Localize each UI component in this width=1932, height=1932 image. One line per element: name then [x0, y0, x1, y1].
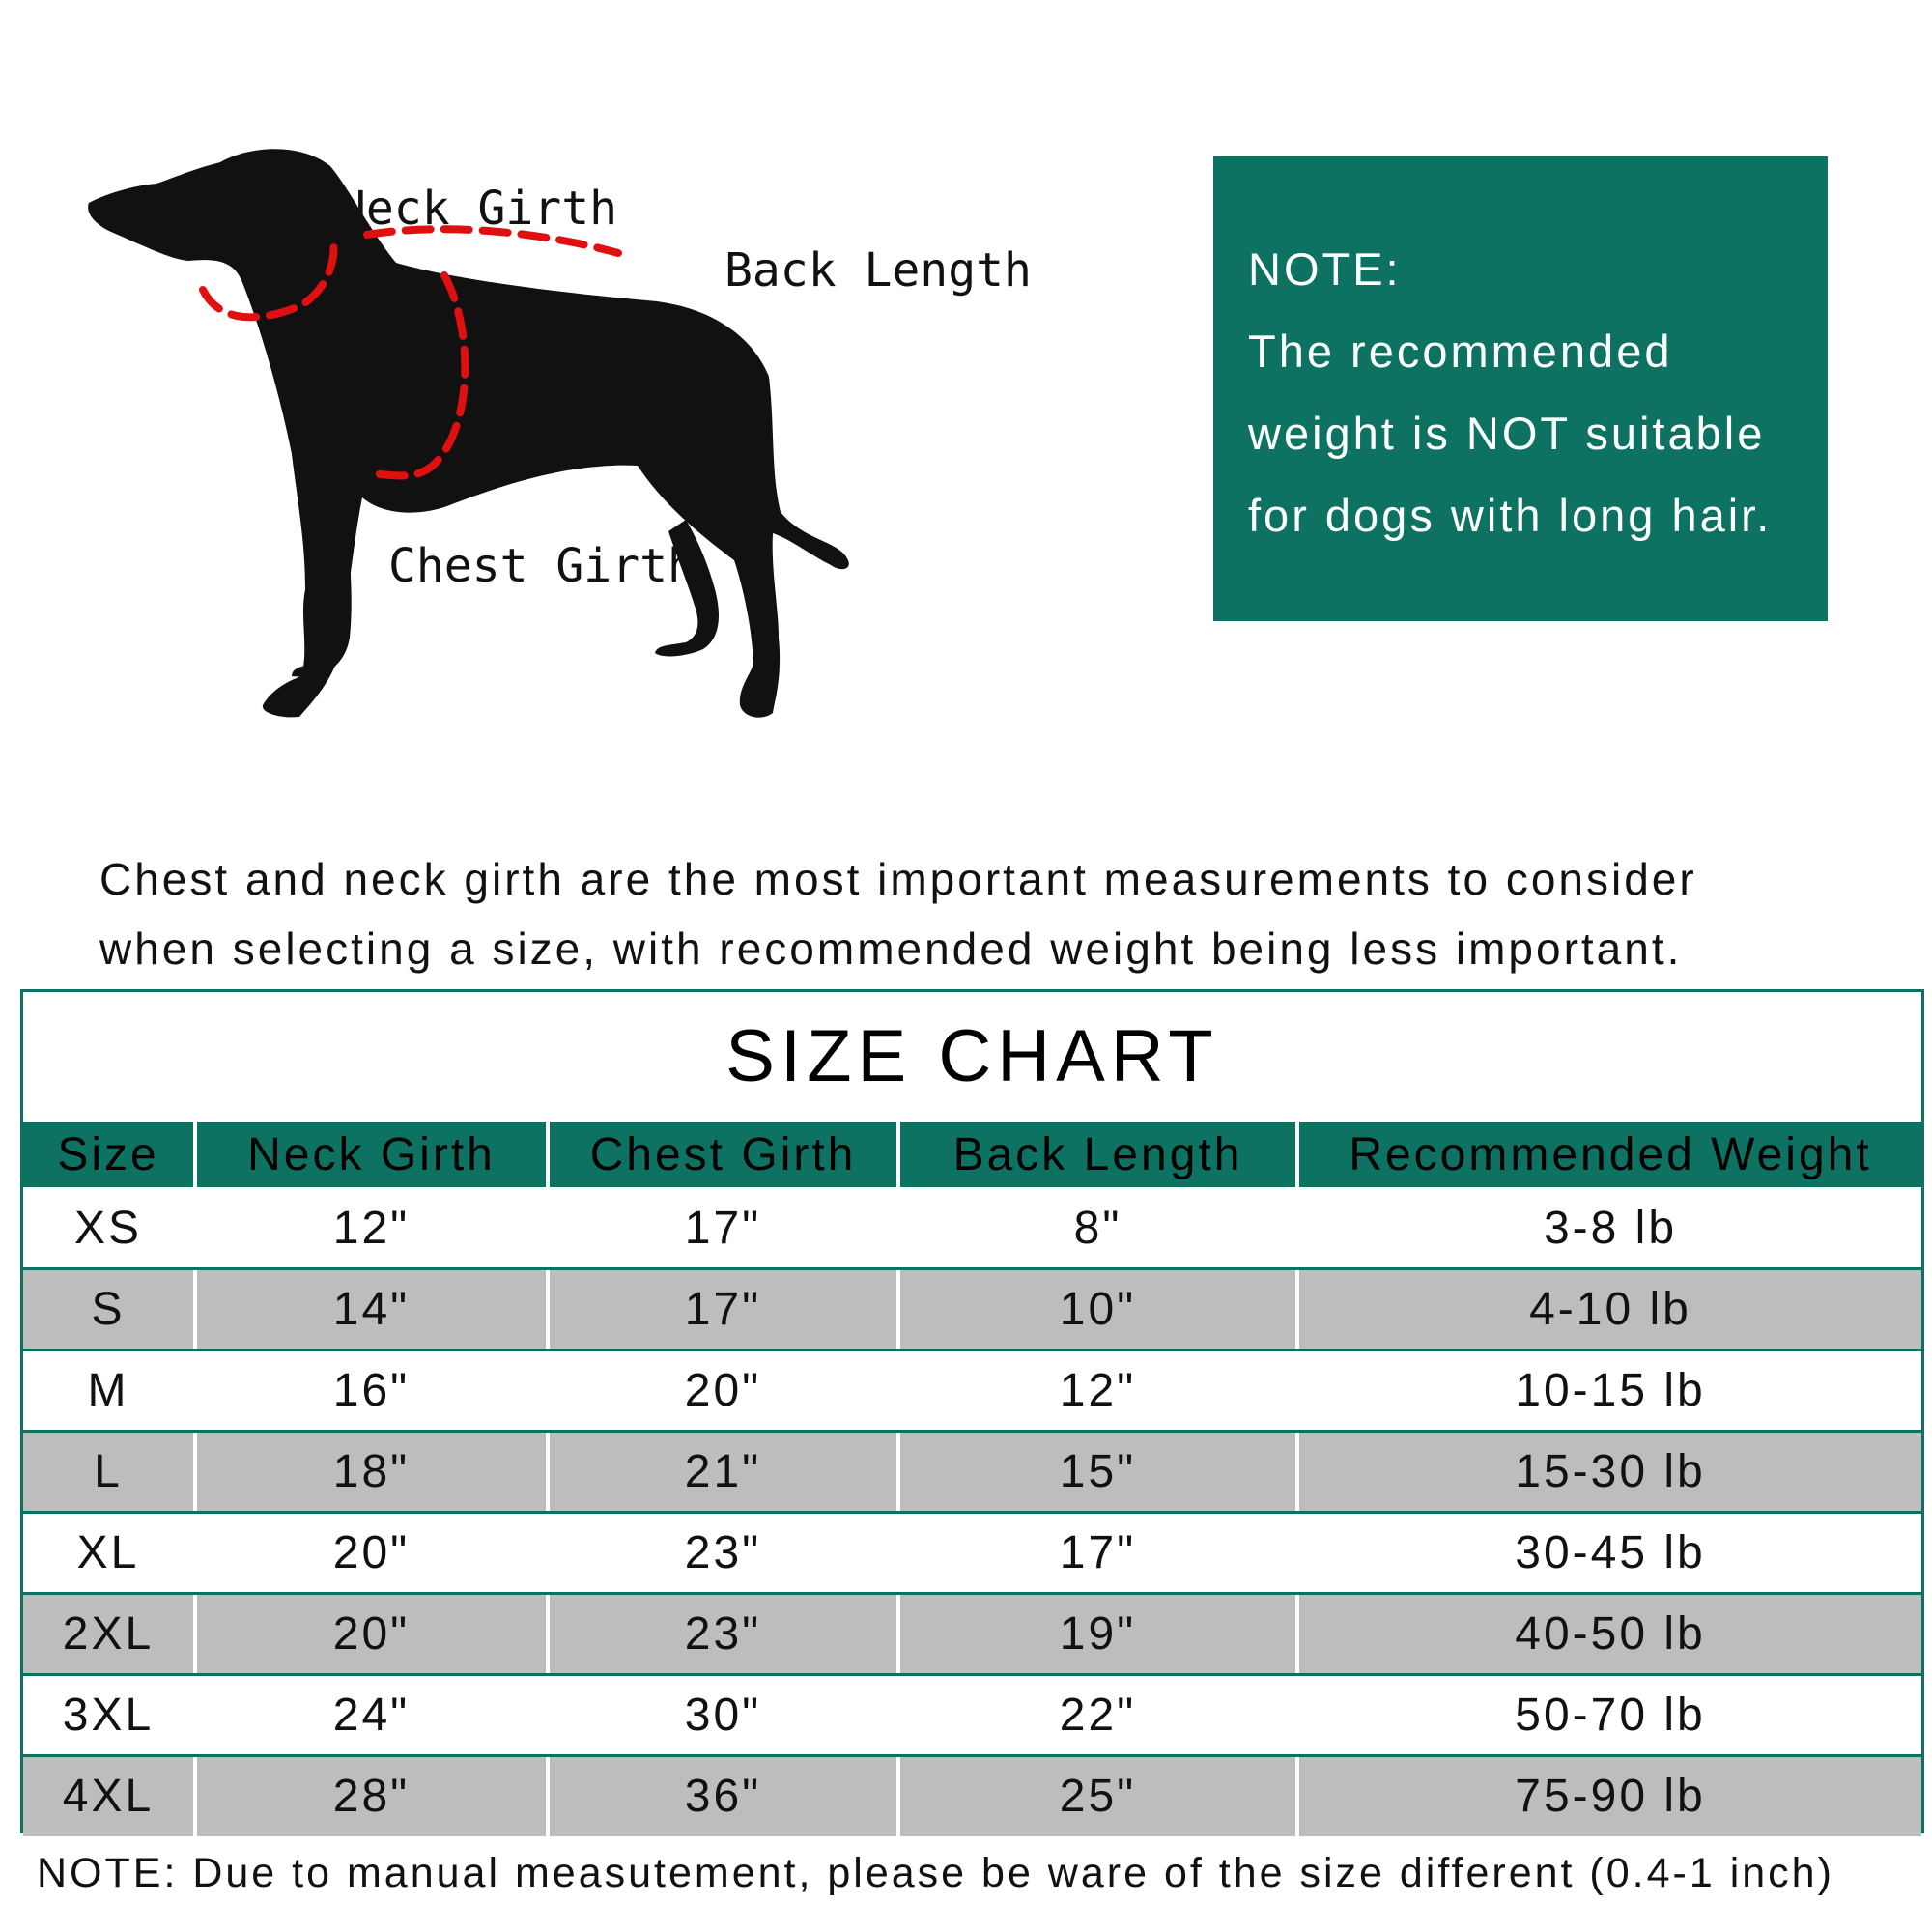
value-cell: 40-50 lb: [1295, 1593, 1921, 1674]
value-cell: 17": [546, 1187, 896, 1268]
size-cell: L: [94, 1445, 123, 1497]
value-cell: 23": [546, 1593, 896, 1674]
value-cell: 3-8 lb: [1295, 1187, 1921, 1268]
value-cell: 15": [896, 1431, 1295, 1512]
dog-measurement-diagram: [77, 135, 1063, 734]
value-cell: 28": [193, 1755, 546, 1836]
table-row: [23, 1431, 1921, 1512]
size-cell: 3XL: [62, 1689, 155, 1741]
chest-girth-label: Chest Girth: [388, 539, 696, 593]
value-cell: 20": [193, 1512, 546, 1593]
note-line: for dogs with long hair.: [1248, 490, 1773, 541]
back-length-label: Back Length: [724, 243, 1032, 298]
chart-title: SIZE CHART: [725, 1015, 1219, 1097]
table-header-row: [23, 1122, 1921, 1187]
value-cell: 10-15 lb: [1295, 1350, 1921, 1431]
column-header: Recommended Weight: [1295, 1122, 1921, 1187]
neck-girth-label: Neck Girth: [338, 182, 617, 236]
table-row: [23, 1755, 1921, 1836]
size-cell: 4XL: [62, 1770, 155, 1822]
row-divider: [23, 1673, 1921, 1676]
value-cell: 75-90 lb: [1295, 1755, 1921, 1836]
value-cell: 17": [546, 1268, 896, 1350]
value-cell: 36": [546, 1755, 896, 1836]
value-cell: 10": [896, 1268, 1295, 1350]
column-header: Size: [57, 1128, 159, 1180]
value-cell: 20": [546, 1350, 896, 1431]
footer-note: NOTE: Due to manual measutement, please be ware of the size different (0.4-1 inch): [37, 1850, 1834, 1896]
note-line: weight is NOT suitable: [1248, 408, 1766, 459]
table-row: [23, 1593, 1921, 1674]
value-cell: 20": [193, 1593, 546, 1674]
value-cell: 4-10 lb: [1295, 1268, 1921, 1350]
row-divider: [23, 1511, 1921, 1514]
note-line: NOTE:: [1248, 243, 1402, 295]
table-row: [23, 1350, 1921, 1431]
value-cell: 15-30 lb: [1295, 1431, 1921, 1512]
value-cell: 30": [546, 1674, 896, 1755]
intro-text: [99, 844, 1916, 983]
size-cell: XL: [76, 1526, 140, 1578]
row-divider: [23, 1267, 1921, 1270]
value-cell: 22": [896, 1674, 1295, 1755]
table-row: [23, 1268, 1921, 1350]
value-cell: 17": [896, 1512, 1295, 1593]
note-line: The recommended: [1248, 326, 1673, 377]
intro-line: Chest and neck girth are the most important measurements to consider: [99, 854, 1697, 904]
column-header: Back Length: [896, 1122, 1295, 1187]
value-cell: 12": [896, 1350, 1295, 1431]
table-row: [23, 1512, 1921, 1593]
value-cell: 24": [193, 1674, 546, 1755]
value-cell: 18": [193, 1431, 546, 1512]
intro-line: when selecting a size, with recommended weight being less important.: [99, 923, 1683, 974]
value-cell: 25": [896, 1755, 1295, 1836]
row-divider: [23, 1430, 1921, 1433]
table-row: [23, 1187, 1921, 1268]
size-chart-table: [20, 989, 1924, 1833]
size-cell: 2XL: [62, 1607, 155, 1660]
row-divider: [23, 1592, 1921, 1595]
column-header: Chest Girth: [546, 1122, 896, 1187]
value-cell: 16": [193, 1350, 546, 1431]
value-cell: 23": [546, 1512, 896, 1593]
value-cell: 8": [896, 1187, 1295, 1268]
value-cell: 14": [193, 1268, 546, 1350]
value-cell: 12": [193, 1187, 546, 1268]
table-row: [23, 1674, 1921, 1755]
note-box: [1213, 156, 1828, 621]
size-cell: S: [91, 1283, 126, 1335]
value-cell: 21": [546, 1431, 896, 1512]
value-cell: 50-70 lb: [1295, 1674, 1921, 1755]
column-header: Neck Girth: [193, 1122, 546, 1187]
row-divider: [23, 1754, 1921, 1757]
size-cell: XS: [73, 1202, 143, 1254]
row-divider: [23, 1349, 1921, 1351]
value-cell: 30-45 lb: [1295, 1512, 1921, 1593]
size-cell: M: [87, 1364, 129, 1416]
value-cell: 19": [896, 1593, 1295, 1674]
